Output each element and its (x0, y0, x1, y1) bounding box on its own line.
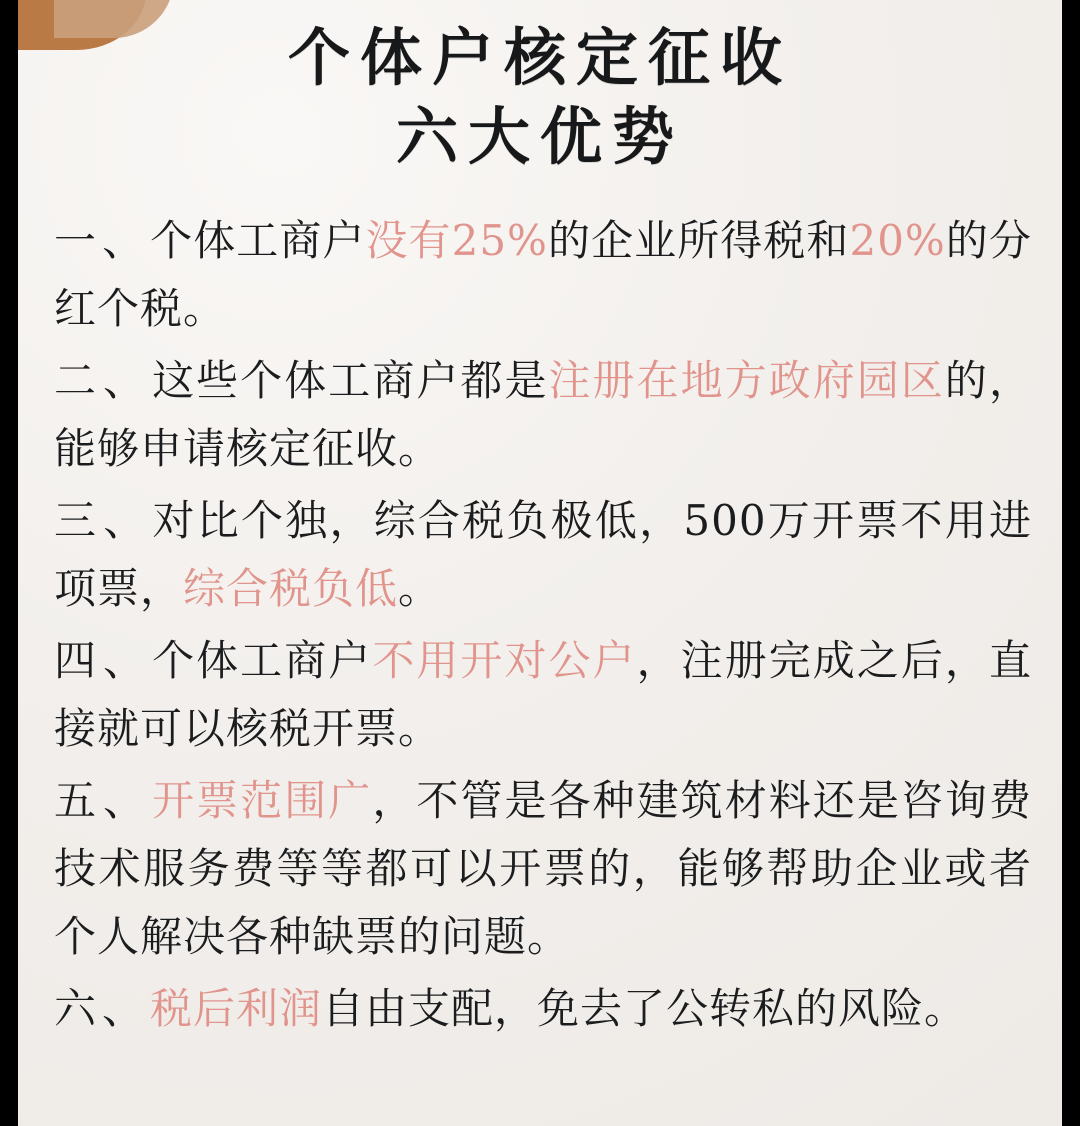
title-line-2: 六大优势 (395, 100, 684, 174)
list-item-marker: 一、 (54, 215, 151, 265)
highlighted-text: 不用开对公户 (372, 635, 637, 685)
body-text: 的企业所得税和 (547, 215, 850, 265)
title-line-1: 个体户核定征收 (287, 21, 792, 94)
list-item (54, 975, 1032, 1043)
highlighted-text: 没有 (365, 215, 452, 265)
poster-page (18, 0, 1062, 1126)
poster-title (18, 0, 1062, 181)
body-text: ，注册完成之后，直接就可以核税开票。 (54, 635, 1032, 753)
highlighted-text: 20% (849, 215, 946, 265)
highlighted-text: 注册在地方政府园区 (548, 355, 945, 405)
list-item-marker: 二、 (54, 355, 153, 405)
highlighted-text: 综合税负低 (183, 563, 399, 613)
highlighted-text: 25% (451, 215, 548, 265)
body-text: 这些个体工商户都是 (152, 355, 549, 405)
list-item-marker: 四、 (54, 635, 153, 685)
list-item (54, 207, 1032, 343)
list-item (54, 347, 1032, 483)
highlighted-text: 开票范围广 (152, 775, 373, 825)
poster-body (18, 181, 1062, 1043)
body-text: 自由支配，免去了公转私的风险。 (322, 984, 968, 1034)
body-text: 的，能够申请核定征收。 (54, 355, 1032, 473)
list-item-marker: 六、 (54, 984, 151, 1034)
body-text: 对比个独，综合税负极低，500万开票不用进项票， (54, 495, 1032, 613)
body-text: 的分红个税。 (54, 215, 1032, 333)
body-text: 。 (398, 563, 442, 613)
list-item-marker: 五、 (54, 775, 153, 825)
list-item-marker: 三、 (54, 495, 153, 545)
body-text: 个体工商户 (152, 635, 373, 685)
list-item (54, 487, 1032, 623)
body-text: ，不管是各种建筑材料还是咨询费技术服务费等等都可以开票的，能够帮助企业或者个人解决各种缺票的问题。 (54, 775, 1032, 962)
list-item (54, 767, 1032, 971)
body-text: 个体工商户 (150, 215, 366, 265)
list-item (54, 627, 1032, 763)
highlighted-text: 税后利润 (150, 984, 323, 1034)
